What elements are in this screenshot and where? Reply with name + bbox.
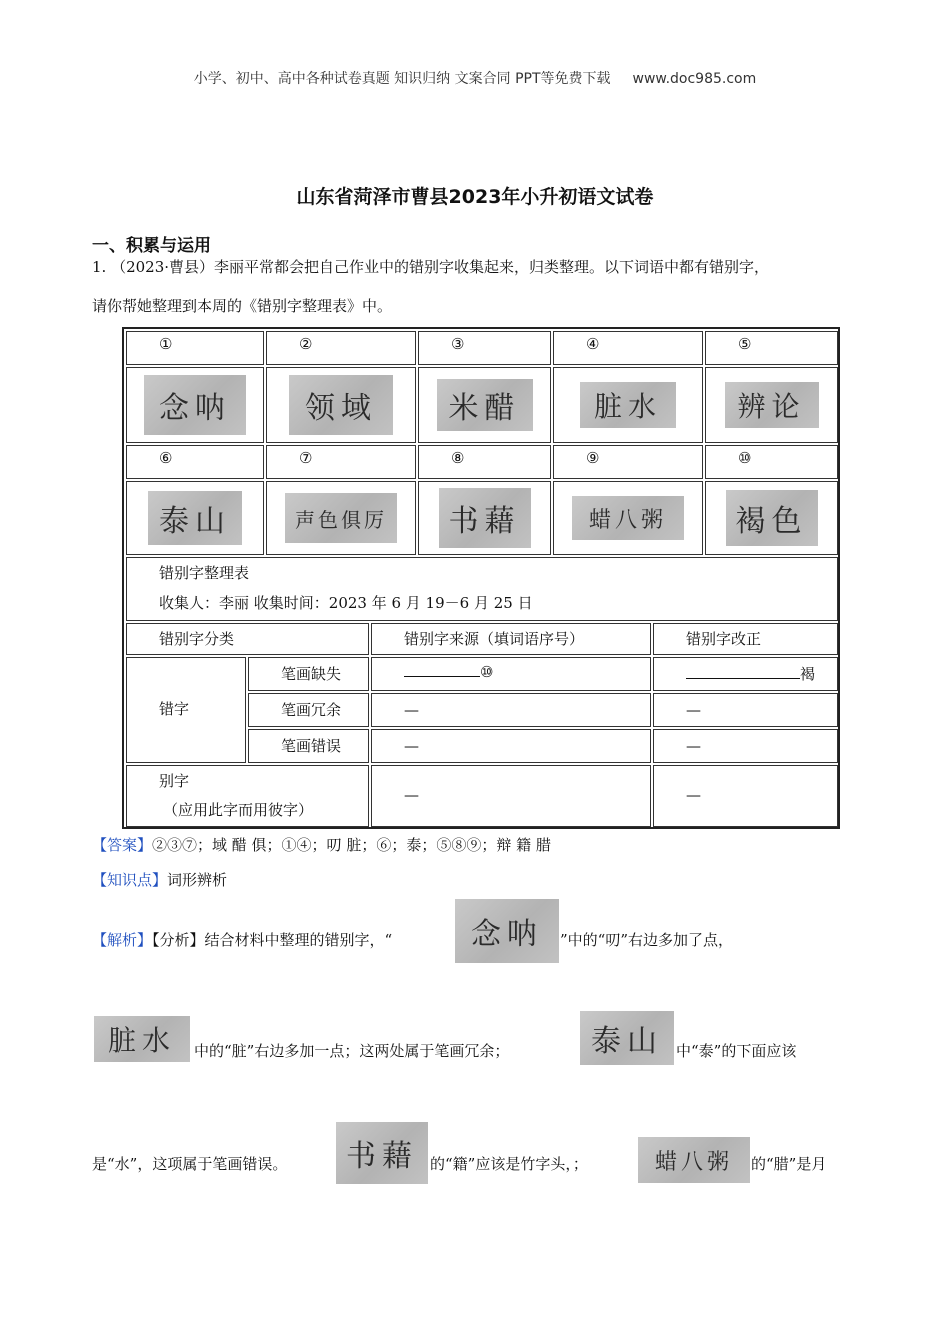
word-cell-2: [266, 367, 416, 443]
word-image-10: 褐色: [726, 490, 818, 546]
word-cell-8: [418, 481, 551, 555]
fix-error-stroke[interactable]: [653, 729, 838, 763]
header-source: 错别字来源（填词语序号）: [371, 623, 651, 655]
page-header: [0, 68, 950, 88]
section-heading: 一、积累与运用: [92, 236, 211, 256]
answer-label: 【答案】: [92, 836, 153, 854]
word-cell-9: [553, 481, 703, 555]
source-missing-value: ⑩: [480, 663, 494, 681]
analysis-line-3c: 的“腊”是月: [751, 1155, 827, 1173]
num-cell-9: ⑨: [553, 445, 703, 479]
word-cell-7: [266, 481, 416, 555]
word-image-6: 泰山: [148, 491, 242, 545]
header-correction: 错别字改正: [653, 623, 838, 655]
fix-missing-value: 褐: [800, 665, 816, 683]
knowledge-text: 词形辨析: [167, 871, 228, 889]
word-cell-1: [126, 367, 264, 443]
fix-extra-stroke[interactable]: [653, 693, 838, 727]
blank-dash: —: [404, 737, 419, 755]
inline-word-image: 书藉: [336, 1122, 428, 1184]
word-image-9: 蜡八粥: [572, 496, 684, 540]
num-cell-6: ⑥: [126, 445, 264, 479]
analysis-line-1: 【解析】【分析】结合材料中整理的错别字，“: [92, 931, 393, 949]
category-wrong-char: 错字: [126, 657, 246, 763]
word-cell-6: [126, 481, 264, 555]
word-cell-4: [553, 367, 703, 443]
blank-dash: —: [686, 701, 701, 719]
blank-dash: —: [404, 701, 419, 719]
sheet-info-cell: [126, 557, 838, 621]
inline-word-image: 念呐: [455, 899, 559, 963]
answer-blank[interactable]: [686, 678, 800, 679]
knowledge-label: 【知识点】: [92, 871, 168, 889]
inline-word-image: 泰山: [580, 1011, 674, 1065]
fix-other-char[interactable]: [653, 765, 838, 827]
analysis-line-2b: 中“泰”的下面应该: [676, 1042, 797, 1060]
num-cell-8: ⑧: [418, 445, 551, 479]
sub-error-stroke: 笔画错误: [248, 729, 369, 763]
source-other-char[interactable]: [371, 765, 651, 827]
num-cell-5: ⑤: [705, 331, 838, 365]
analysis-line-3b: 的“籍”应该是竹字头，；: [430, 1155, 588, 1173]
page-title: 山东省菏泽市曹县2023年小升初语文试卷: [296, 186, 654, 208]
num-cell-2: ②: [266, 331, 416, 365]
knowledge-line: [92, 869, 227, 890]
header-site[interactable]: www.doc985.com: [632, 71, 757, 87]
word-cell-10: [705, 481, 838, 555]
sheet-collector: 收集人：李丽 收集时间：2023 年 6 月 19－6 月 25 日: [159, 594, 533, 612]
num-cell-4: ④: [553, 331, 703, 365]
sheet-title: 错别字整理表: [159, 564, 250, 582]
word-image-7: 声色俱厉: [285, 493, 397, 543]
inline-word-image: 蜡八粥: [638, 1137, 750, 1183]
word-image-1: 念呐: [144, 375, 246, 435]
num-cell-1: ①: [126, 331, 264, 365]
source-missing-stroke: [371, 657, 651, 691]
fix-missing-stroke: [653, 657, 838, 691]
answer-text: ②③⑦；域 醋 俱；①④；叨 脏；⑥；泰；⑤⑧⑨；辩 籍 腊: [152, 836, 551, 854]
num-cell-3: ③: [418, 331, 551, 365]
source-error-stroke[interactable]: [371, 729, 651, 763]
question-line-1: 1. （2023·曹县）李丽平常都会把自己作业中的错别字收集起来，归类整理。以下词语中都有错别字，: [92, 258, 770, 276]
word-image-8: 书藉: [439, 488, 531, 548]
inline-word-image: 脏水: [94, 1016, 190, 1062]
question-line-2: 请你帮她整理到本周的《错别字整理表》中。: [92, 297, 393, 315]
word-image-2: 领域: [289, 375, 393, 435]
analysis-line-1b: ”中的“叨”右边多加了点，: [560, 931, 734, 949]
source-extra-stroke[interactable]: [371, 693, 651, 727]
analysis-line-3: 是“水”，这项属于笔画错误。: [92, 1155, 288, 1173]
num-cell-7: ⑦: [266, 445, 416, 479]
answer-line: [92, 834, 551, 855]
answer-blank[interactable]: [404, 676, 480, 677]
word-image-5: 辨论: [725, 382, 819, 428]
category-other-char: 别字 （应用此字而用彼字）: [126, 765, 369, 827]
sub-missing-stroke: 笔画缺失: [248, 657, 369, 691]
word-image-3: 米醋: [437, 379, 533, 431]
sub-extra-stroke: 笔画冗余: [248, 693, 369, 727]
blank-dash: —: [686, 786, 701, 804]
blank-dash: —: [404, 786, 419, 804]
blank-dash: —: [686, 737, 701, 755]
analysis-line-2: 中的“脏”右边多加一点；这两处属于笔画冗余；: [194, 1042, 510, 1060]
analysis-label: 【解析】: [92, 931, 153, 949]
num-cell-10: ⑩: [705, 445, 838, 479]
header-text: 小学、初中、高中各种试卷真题 知识归纳 文案合同 PPT等免费下载: [193, 71, 611, 87]
word-cell-5: [705, 367, 838, 443]
word-image-4: 脏水: [580, 382, 676, 428]
header-category: 错别字分类: [126, 623, 369, 655]
typo-table: [122, 327, 840, 829]
word-cell-3: [418, 367, 551, 443]
